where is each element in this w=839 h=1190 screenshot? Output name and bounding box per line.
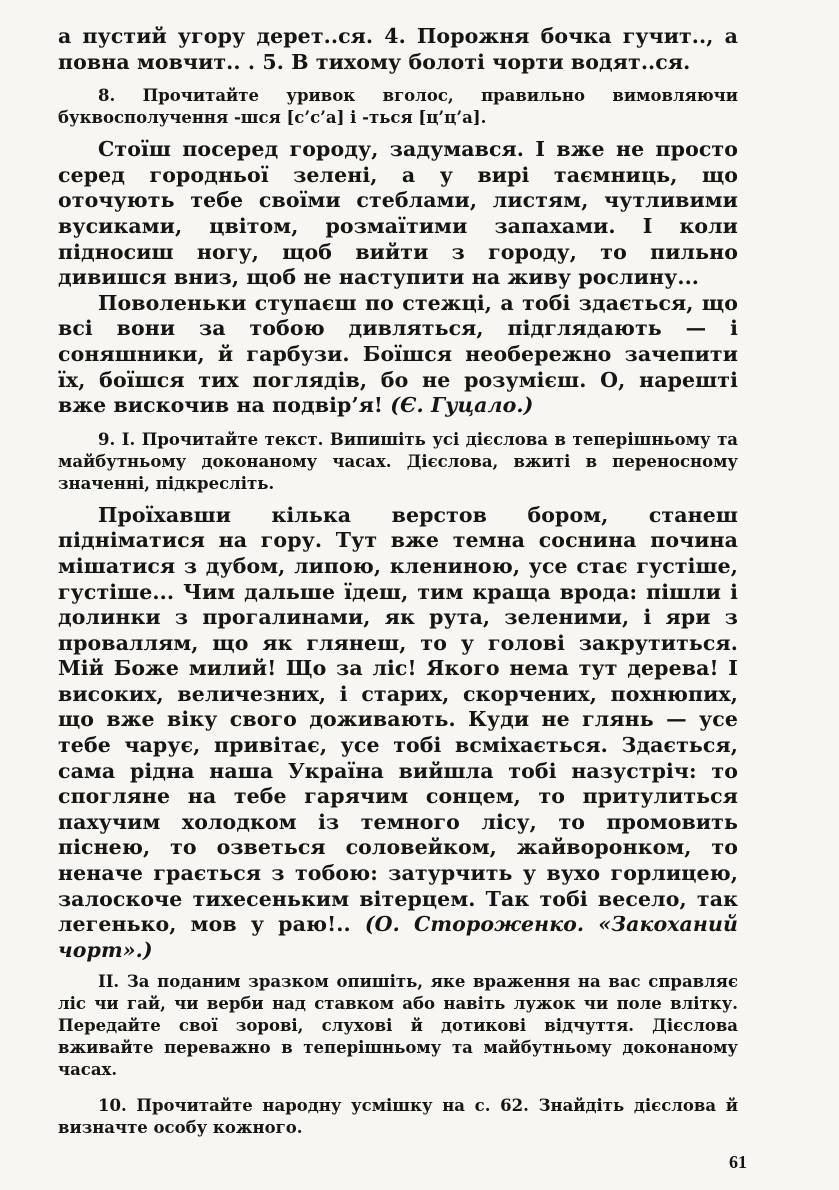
exercise-9-text bbox=[58, 503, 738, 964]
exercise-9-task: 9. І. Прочитайте текст. Випишіть усі дієслова в теперішньому та майбутньому доконаному часах. Дієслова, вжиті в переносному значенні, підкресліть. bbox=[58, 429, 738, 493]
exercise-8-source: (Є. Гуцало.) bbox=[390, 393, 534, 418]
exercise-8-paragraph-2 bbox=[58, 291, 738, 419]
exercise-8-paragraph-2-text: Поволеньки ступаєш по стежці, а тобі здається, що всі вони за тобою дивляться, підглядають — і соняшники, й гарбузи. Боїшся необережно зачепити їх, боїшся тих поглядів, бо не розумієш. О, нарешті вже вискочив на подвір’я! bbox=[58, 290, 738, 418]
exercise-9-text-body: Проїхавши кілька верстов бором, станеш підніматися на гору. Тут вже темна соснина почина мішатися з дубом, липою, клениною, усе стає густіше, густіше... Чим дальше їдеш, тим краща врода: пішли і долинки з прогалинами, як рута, зеленими, і яри з проваллям, що як глянеш, то у голові закрутиться. Мій Боже милий! Що за ліс! Якого нема тут дерева! І високих, величезних, і старих, скорчених, похнюпих, що вже віку свого доживають. Куди не глянь — усе тебе чарує, привітає, усе тобі всміхається. Здається, сама рідна наша Україна вийшла тобі назустріч: то спогляне на тебе гарячим сонцем, то притулиться пахучим холодком із темного лісу, то промовить піснею, то озветься соловейком, жайворонком, то неначе грається з тобою: затурчить у вухо горлицею, залоскоче тихесеньким вітерцем. Так тобі весело, так легенько, мов у раю!.. bbox=[58, 502, 738, 937]
exercise-10-task: 10. Прочитайте народну усмішку на с. 62. Знайдіть дієслова й визначте особу кожного. bbox=[58, 1096, 738, 1138]
exercise-8-paragraph-1: Стоїш посеред городу, задумався. І вже не просто серед городньої зелені, а у вирі таємниць, що оточують тебе своїми стеблами, листям, чутливими вусиками, цвітом, розмаїтими запахами. І коли підносиш ногу, щоб вийти з городу, то пильно дивишся вниз, щоб не наступити на живу рослину... bbox=[58, 137, 738, 290]
page-number: 61 bbox=[729, 1152, 747, 1172]
proverbs-continuation: а пустий угору дерет..ся. 4. Порожня бочка гучит.., а повна мовчит.. . 5. В тихому болоті чорти водят..ся. bbox=[58, 24, 738, 74]
exercise-9-task-2: ІІ. За поданим зразком опишіть, яке враження на вас справляє ліс чи гай, чи верби над ставком або навіть лужок чи поле влітку. Передайте свої зорові, слухові й дотикові відчуття. Дієслова вживайте переважно в теперішньому та майбутньому доконаному часах. bbox=[58, 972, 738, 1080]
textbook-page bbox=[58, 24, 738, 1139]
exercise-9-source: (О. Стороженко. «Закоханий чорт».) bbox=[58, 912, 738, 962]
exercise-8-task: 8. Прочитайте уривок вголос, правильно вимовляючи буквосполучення -шся [с’с’а] і -ться [ц’ц’а]. bbox=[58, 86, 738, 128]
